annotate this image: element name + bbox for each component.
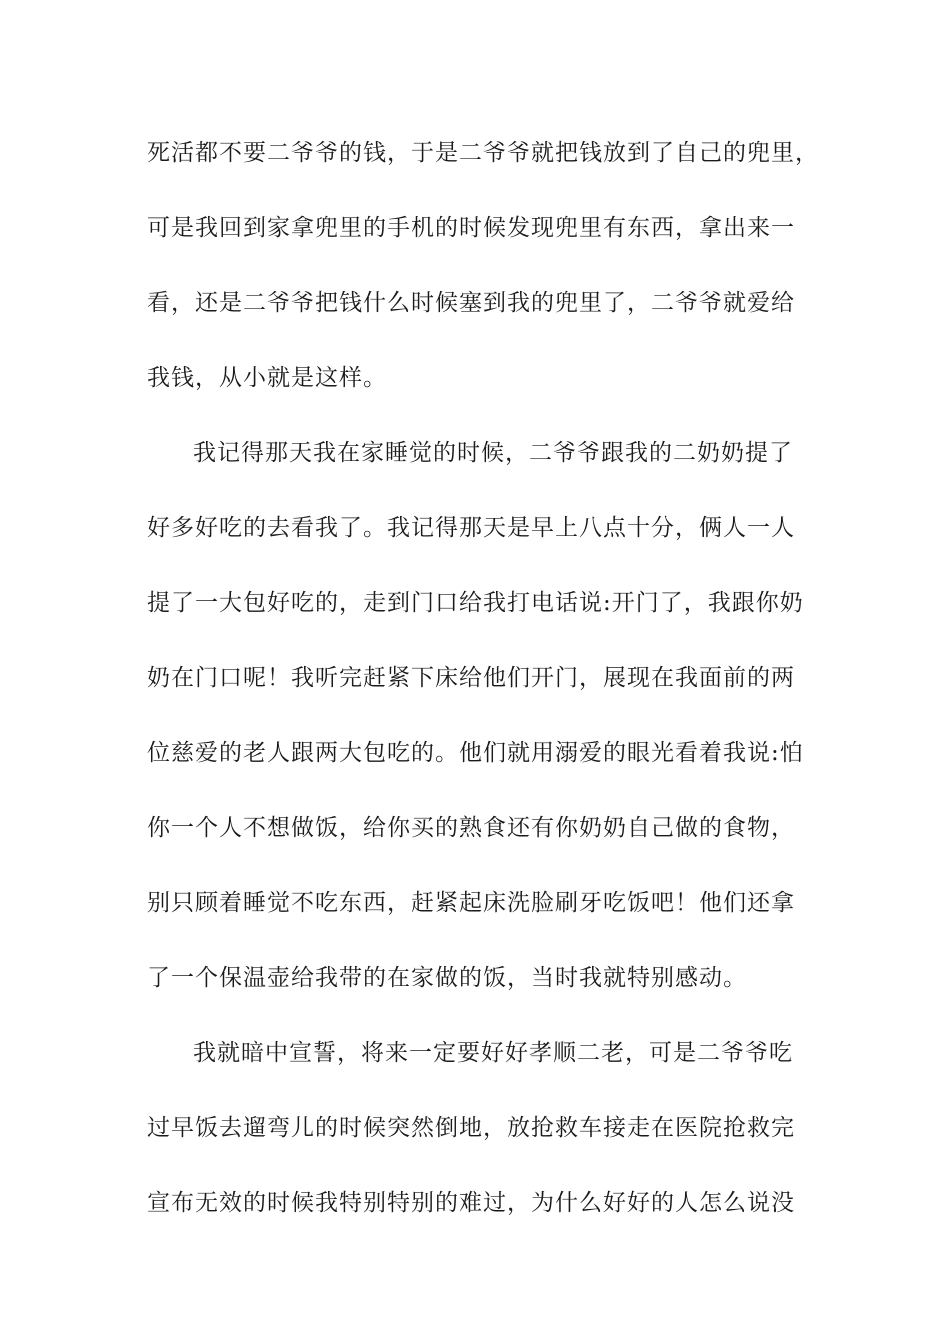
paragraph-first-line: 我就暗中宣誓，将来一定要好好孝顺二老，可是二爷爷吃 — [193, 1040, 793, 1066]
text-line: 你一个人不想做饭，给你买的熟食还有你奶奶自己做的食物， — [147, 815, 795, 841]
text-line: 位慈爱的老人跟两大包吃的。他们就用溺爱的眼光看着我说:怕 — [147, 740, 804, 766]
paragraph-first-line: 我记得那天我在家睡觉的时候，二爷爷跟我的二奶奶提了 — [193, 440, 793, 466]
text-line: 奶在门口呢！我听完赶紧下床给他们开门，展现在我面前的两 — [147, 665, 795, 691]
text-line: 看，还是二爷爷把钱什么时候塞到我的兜里了，二爷爷就爱给 — [147, 290, 795, 316]
text-line: 别只顾着睡觉不吃东西，赶紧起床洗脸刷牙吃饭吧！他们还拿 — [147, 890, 795, 916]
text-line: 过早饭去遛弯儿的时候突然倒地，放抢救车接走在医院抢救完 — [147, 1115, 795, 1141]
text-line: 提了一大包好吃的，走到门口给我打电话说:开门了，我跟你奶 — [147, 590, 804, 616]
body-text — [147, 128, 819, 1253]
text-line: 好多好吃的去看我了。我记得那天是早上八点十分，俩人一人 — [147, 515, 795, 541]
text-line: 死活都不要二爷爷的钱，于是二爷爷就把钱放到了自己的兜里， — [147, 140, 819, 166]
text-line: 了一个保温壶给我带的在家做的饭，当时我就特别感动。 — [147, 965, 747, 991]
text-line: 我钱，从小就是这样。 — [147, 365, 387, 391]
text-line: 宣布无效的时候我特别特别的难过，为什么好好的人怎么说没 — [147, 1190, 795, 1216]
text-line: 可是我回到家拿兜里的手机的时候发现兜里有东西，拿出来一 — [147, 215, 795, 241]
